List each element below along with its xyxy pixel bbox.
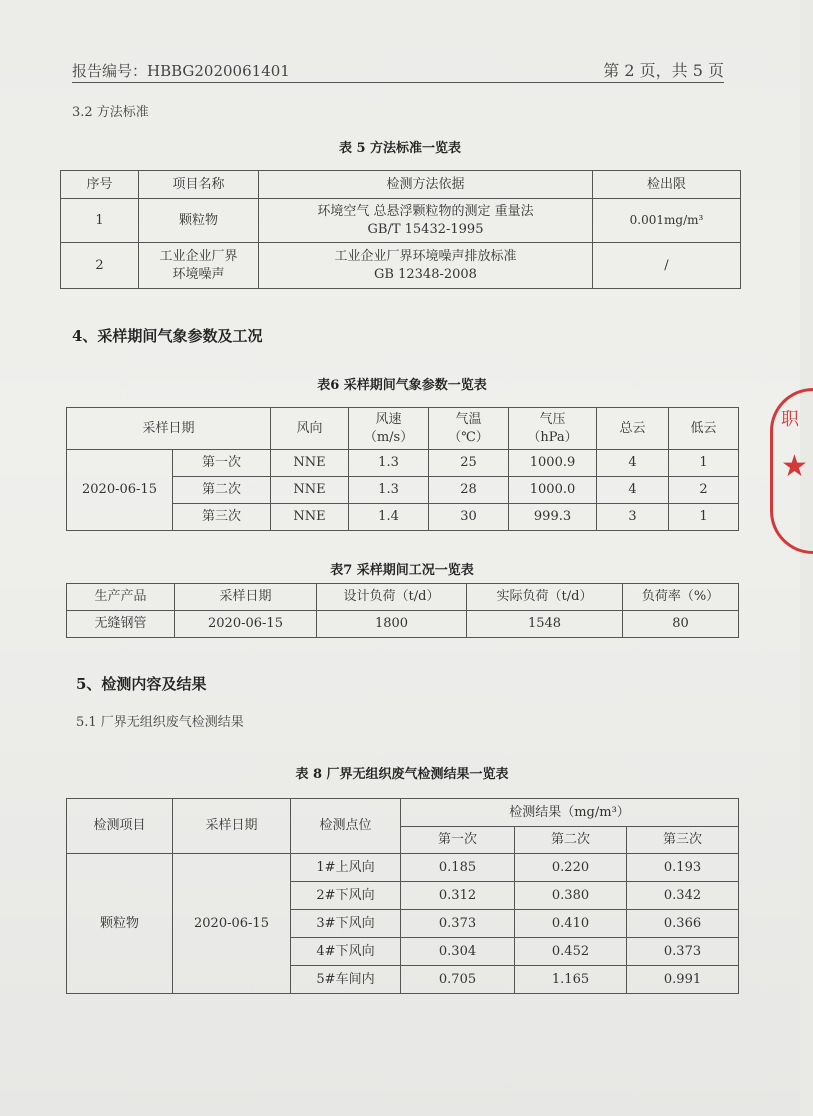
cell-point: 5#车间内 xyxy=(291,966,401,994)
method-standard: GB 12348-2008 xyxy=(374,266,477,282)
cell-no: 1 xyxy=(61,199,139,243)
subsection-5-1: 5.1 厂界无组织废气检测结果 xyxy=(76,715,244,730)
cell-value: 0.991 xyxy=(627,966,739,994)
cell-wind-speed: 1.3 xyxy=(349,477,429,504)
cell-value: 0.193 xyxy=(627,854,739,882)
cell-pressure: 1000.9 xyxy=(509,450,597,477)
col-header-round: 第一次 xyxy=(401,827,515,854)
cell-limit: 0.001mg/m³ xyxy=(593,199,741,243)
item-line-1: 工业企业厂界 xyxy=(159,248,238,264)
col-header-wind-speed: 风速 （m/s） xyxy=(349,408,429,450)
cell-date: 2020-06-15 xyxy=(175,611,317,638)
cell-pressure: 1000.0 xyxy=(509,477,597,504)
col-header-low-cloud: 低云 xyxy=(669,408,739,450)
col-header: 负荷率（%） xyxy=(623,584,739,611)
cell-value: 0.380 xyxy=(515,882,627,910)
col-header-item: 检测项目 xyxy=(67,799,173,854)
cell-design-load: 1800 xyxy=(317,611,467,638)
cell-value: 0.342 xyxy=(627,882,739,910)
col-header-date: 采样日期 xyxy=(173,799,291,854)
col-header: 设计负荷（t/d） xyxy=(317,584,467,611)
col-header: 生产产品 xyxy=(67,584,175,611)
cell-value: 0.185 xyxy=(401,854,515,882)
col-header: 项目名称 xyxy=(139,171,259,199)
col-header-point: 检测点位 xyxy=(291,799,401,854)
cell-value: 0.452 xyxy=(515,938,627,966)
cell-point: 3#下风向 xyxy=(291,910,401,938)
table6 xyxy=(66,407,739,531)
cell-value: 0.705 xyxy=(401,966,515,994)
section-4-heading: 4、采样期间气象参数及工况 xyxy=(72,327,263,345)
table-header-row xyxy=(61,171,741,199)
cell-round: 第二次 xyxy=(173,477,271,504)
cell-item: 颗粒物 xyxy=(67,854,173,994)
cell-wind-dir: NNE xyxy=(271,450,349,477)
col-header: 检测方法依据 xyxy=(259,171,593,199)
method-name: 工业企业厂界环境噪声排放标准 xyxy=(334,248,517,264)
cell-item xyxy=(139,243,259,289)
cell-total-cloud: 3 xyxy=(597,504,669,531)
method-standard: GB/T 15432-1995 xyxy=(367,221,484,237)
cell-value: 0.366 xyxy=(627,910,739,938)
cell-item: 颗粒物 xyxy=(139,199,259,243)
table5-caption: 表 5 方法标准一览表 xyxy=(338,141,462,156)
cell-point: 2#下风向 xyxy=(291,882,401,910)
table5 xyxy=(60,170,741,289)
method-name: 环境空气 总悬浮颗粒物的测定 重量法 xyxy=(317,203,534,219)
col-header-total-cloud: 总云 xyxy=(597,408,669,450)
cell-wind-dir: NNE xyxy=(271,504,349,531)
cell-method xyxy=(259,243,593,289)
table6-caption: 表6 采样期间气象参数一览表 xyxy=(317,378,487,393)
table8 xyxy=(66,798,739,994)
cell-round: 第三次 xyxy=(173,504,271,531)
cell-method xyxy=(259,199,593,243)
cell-wind-dir: NNE xyxy=(271,477,349,504)
cell-value: 0.373 xyxy=(401,910,515,938)
table-header-row xyxy=(67,584,739,611)
cell-point: 4#下风向 xyxy=(291,938,401,966)
table-header-row xyxy=(67,799,739,827)
cell-temp: 28 xyxy=(429,477,509,504)
cell-total-cloud: 4 xyxy=(597,450,669,477)
page-header xyxy=(72,58,724,83)
col-header-wind-dir: 风向 xyxy=(271,408,349,450)
col-header: 采样日期 xyxy=(175,584,317,611)
cell-date: 2020-06-15 xyxy=(67,450,173,531)
table-row xyxy=(67,854,739,882)
col-header-round: 第三次 xyxy=(627,827,739,854)
table7-caption: 表7 采样期间工况一览表 xyxy=(330,563,474,578)
table7 xyxy=(66,583,739,638)
cell-low-cloud: 1 xyxy=(669,450,739,477)
section-5-heading: 5、检测内容及结果 xyxy=(76,675,207,693)
col-header-round: 第二次 xyxy=(515,827,627,854)
cell-value: 0.373 xyxy=(627,938,739,966)
table-row xyxy=(61,199,741,243)
table8-caption: 表 8 厂界无组织废气检测结果一览表 xyxy=(295,767,509,782)
table-row xyxy=(67,611,739,638)
cell-value: 0.304 xyxy=(401,938,515,966)
col-header: 序号 xyxy=(61,171,139,199)
subsection-3-2: 3.2 方法标准 xyxy=(72,105,149,120)
col-header: 实际负荷（t/d） xyxy=(467,584,623,611)
cell-value: 0.220 xyxy=(515,854,627,882)
cell-total-cloud: 4 xyxy=(597,477,669,504)
cell-actual-load: 1548 xyxy=(467,611,623,638)
table-row xyxy=(67,450,739,477)
cell-value: 1.165 xyxy=(515,966,627,994)
cell-product: 无缝钢管 xyxy=(67,611,175,638)
cell-low-cloud: 2 xyxy=(669,477,739,504)
cell-temp: 30 xyxy=(429,504,509,531)
cell-value: 0.410 xyxy=(515,910,627,938)
cell-no: 2 xyxy=(61,243,139,289)
cell-date: 2020-06-15 xyxy=(173,854,291,994)
cell-point: 1#上风向 xyxy=(291,854,401,882)
cell-pressure: 999.3 xyxy=(509,504,597,531)
col-header-date: 采样日期 xyxy=(67,408,271,450)
red-seal-stamp: 职 ★ xyxy=(770,388,813,554)
table-header-row xyxy=(67,408,739,450)
col-header-pressure: 气压 （hPa） xyxy=(509,408,597,450)
cell-load-rate: 80 xyxy=(623,611,739,638)
cell-wind-speed: 1.4 xyxy=(349,504,429,531)
col-header: 检出限 xyxy=(593,171,741,199)
col-header-results: 检测结果（mg/m³） xyxy=(401,799,739,827)
cell-temp: 25 xyxy=(429,450,509,477)
item-line-2: 环境噪声 xyxy=(172,266,225,282)
cell-low-cloud: 1 xyxy=(669,504,739,531)
cell-limit: / xyxy=(593,243,741,289)
page-indicator: 第 2 页，共 5 页 xyxy=(603,61,724,80)
cell-value: 0.312 xyxy=(401,882,515,910)
col-header-temp: 气温 （℃） xyxy=(429,408,509,450)
table-row xyxy=(61,243,741,289)
report-number: 报告编号：HBBG2020061401 xyxy=(72,62,290,80)
cell-wind-speed: 1.3 xyxy=(349,450,429,477)
cell-round: 第一次 xyxy=(173,450,271,477)
